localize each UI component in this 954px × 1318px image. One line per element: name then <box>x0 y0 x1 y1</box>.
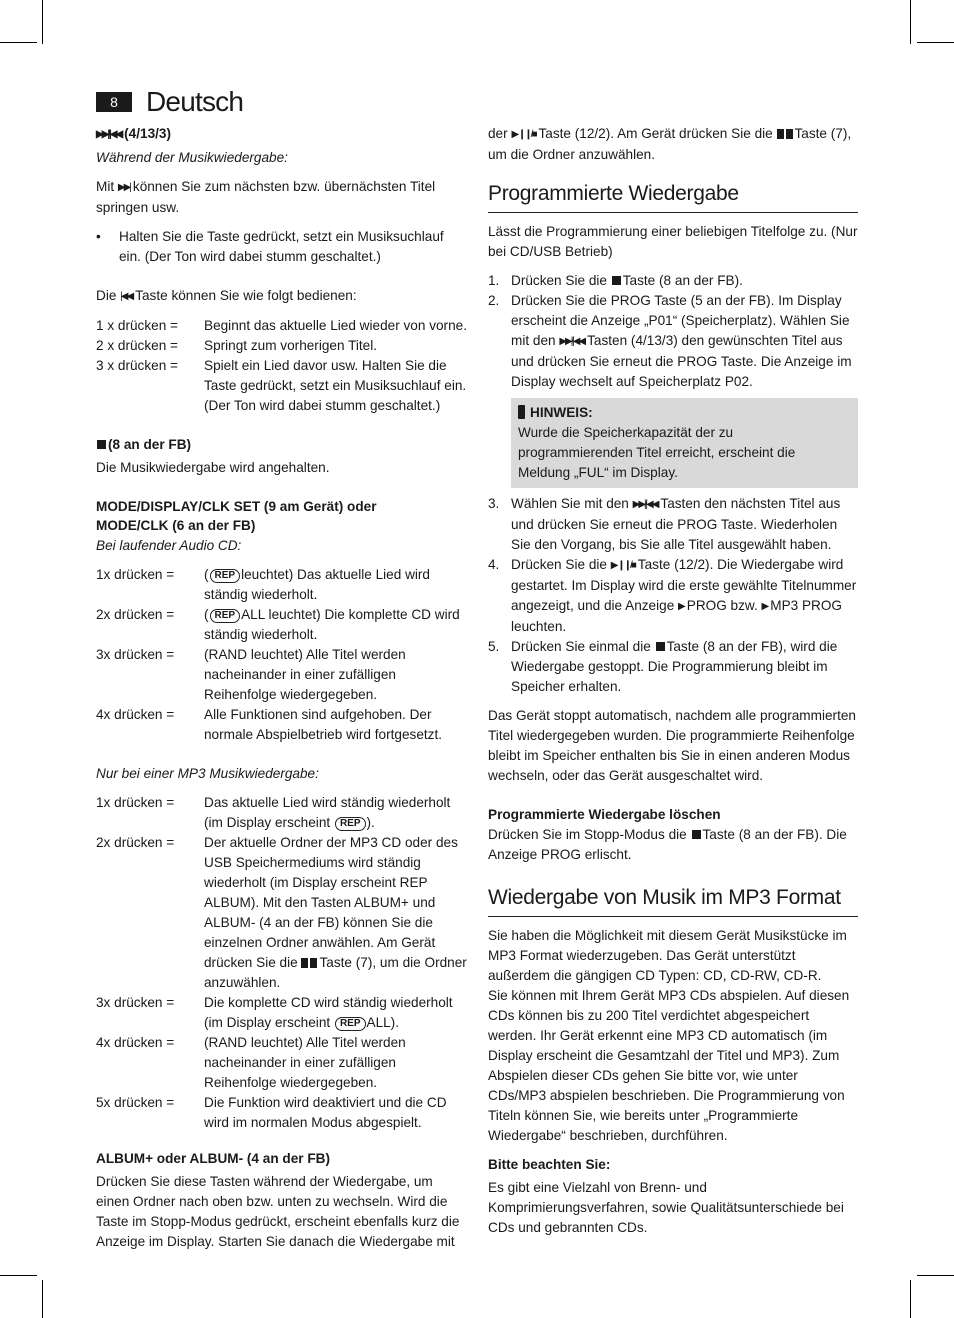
repeat-icon: REP <box>335 817 366 831</box>
table-row: 5x drücken = Die Funktion wird deaktiviert und die CD wird im normalen Modus abgespielt. <box>96 1095 447 1130</box>
mp3-paragraph: Sie können mit Ihrem Gerät MP3 CDs abspielen. Auf diesen CDs können bis zu 200 Titel verdichtet abgespeichert werden. Ihr Gerät erkennt eine MP3 CD automatisch (im Display erscheint die Gesamtzahl der Titel und MP3). Zum Abspielen dieser CDs gehen Sie bitte vor, wie unter CDs/MP3 abspielen beschrieben. Die Programmierung von Titeln können Sie, wie bereits unter „Programmierte Wiedergabe“ beschrieben, durchführen. <box>488 988 850 1143</box>
skip-back-paragraph: Die |◀◀ Taste können Sie wie folgt bedienen: <box>96 286 468 307</box>
left-column <box>96 124 468 1252</box>
delete-text: Drücken Sie im Stopp-Modus die Taste (8 an der FB). Die Anzeige PROG erlischt. <box>488 827 847 862</box>
skip-forward-back-icon: ▶▶|/|◀◀ <box>559 336 585 347</box>
crop-mark <box>42 0 43 44</box>
prog-intro: Lässt die Programmierung einer beliebigen Titelfolge zu. (Nur bei CD/USB Betrieb) <box>488 224 858 259</box>
repeat-icon: REP <box>210 569 241 583</box>
crop-mark <box>910 0 911 44</box>
mp3-paragraph: Sie haben die Möglichkeit mit diesem Gerät Musikstücke im MP3 Format wiederzugeben. Das Gerät unterstützt außerdem die gängigen CD Typen: CD, CD-RW, CD-R. <box>488 928 847 983</box>
mp3-subtitle: Nur bei einer MP3 Musikwiedergabe: <box>96 766 319 781</box>
list-item: 5. Drücken Sie einmal die Taste (8 an der FB), wird die Wiedergabe gestoppt. Die Programmierung bleibt im Speicher erhalten. <box>488 639 838 694</box>
crop-mark <box>0 42 37 43</box>
crop-mark <box>0 1275 37 1276</box>
note-text: Wurde die Speicherkapazität der zu programmierenden Titel erreicht, erscheint die Meldung „FUL“ im Display. <box>518 425 796 480</box>
table-row: 1x drücken = ( REP leuchtet) Das aktuelle Lied wird ständig wiederholt. <box>96 567 430 602</box>
table-row: 2x drücken = Der aktuelle Ordner der MP3 CD oder des USB Speichermediums wird ständig wiederholt (im Display erscheint REP ALBUM). Mit den Tasten ALBUM+ und ALBUM- (4 an der FB) können Sie die einzelnen Ordner anwählen. Am Gerät drücken Sie die Taste (7), um die Ordner anzuwählen. <box>96 835 467 990</box>
stop-icon <box>692 830 701 839</box>
folder-book-icon <box>777 129 793 139</box>
page-title: Deutsch <box>146 86 244 117</box>
table-row: 2x drücken = ( REP ALL leuchtet) Die komplette CD wird ständig wiederholt. <box>96 607 460 642</box>
album-title: ALBUM+ oder ALBUM- (4 an der FB) <box>96 1151 330 1166</box>
mode-title: MODE/CLK (6 an der FB) <box>96 518 256 533</box>
play-icon: ▶ <box>761 601 768 612</box>
stop-icon <box>656 642 665 651</box>
skip-subtitle: Während der Musikwiedergabe: <box>96 150 288 165</box>
mp3-note-title: Bitte beachten Sie: <box>488 1157 611 1172</box>
continuation-text: der ▶ ❙❙/■ Taste (12/2). Am Gerät drücken Sie die Taste (7), um die Ordner anzuwählen. <box>488 126 852 162</box>
section-heading: Programmierte Wiedergabe <box>488 181 858 213</box>
stop-icon <box>97 440 106 449</box>
skip-title: ▶▶|/|◀◀ (4/13/3) <box>96 124 468 145</box>
table-row: 4x drücken = (RAND leuchtet) Alle Titel werden nacheinander in einer zufälligen Reihenfolge wiedergegeben. <box>96 1035 406 1090</box>
play-pause-stop-icon: ▶ ❙❙/■ <box>610 560 635 571</box>
skip-forward-back-icon: ▶▶|/|◀◀ <box>96 129 122 140</box>
table-row: 2 x drücken = Springt zum vorherigen Titel. <box>96 338 378 353</box>
folder-book-icon <box>301 958 317 968</box>
info-icon <box>518 405 525 419</box>
stop-text: Die Musikwiedergabe wird angehalten. <box>96 460 330 475</box>
mp3-note-text: Es gibt eine Vielzahl von Brenn- und Komprimierungsverfahren, sowie Qualitätsunterschiede bei CDs und gebrannten CDs. <box>488 1180 844 1235</box>
right-column <box>488 124 858 1238</box>
table-row: 1x drücken = Das aktuelle Lied wird ständig wiederholt (im Display erscheint REP ). <box>96 795 451 830</box>
table-row: 1 x drücken = Beginnt das aktuelle Lied wieder von vorne. <box>96 318 467 333</box>
crop-mark <box>917 42 954 43</box>
crop-mark <box>42 1280 43 1318</box>
skip-forward-back-icon: ▶▶|/|◀◀ <box>632 499 658 510</box>
list-item: 3. Wählen Sie mit den ▶▶|/|◀◀ Tasten den nächsten Titel aus und drücken Sie erneut die PROG Taste. Wiederholen Sie den Vorgang, bis Sie alle Titel ausgewählt haben. <box>488 496 841 552</box>
list-item: 4. Drücken Sie die ▶ ❙❙/■ Taste (12/2). Die Wiedergabe wird gestartet. Im Display wird die erste gewählte Titelnummer angezeigt, und die Anzeige ▶ PROG bzw. ▶ MP3 PROG leuchten. <box>488 557 857 634</box>
page-number: 8 <box>110 94 118 110</box>
table-row: 4x drücken = Alle Funktionen sind aufgehoben. Der normale Abspielbetrieb wird fortgesetzt. <box>96 707 443 742</box>
skip-forward-icon: ▶▶| <box>117 182 130 193</box>
skip-paragraph: Mit ▶▶| können Sie zum nächsten bzw. übernächsten Titel springen usw. <box>96 179 436 215</box>
crop-mark <box>910 1280 911 1318</box>
section-heading: Wiedergabe von Musik im MP3 Format <box>488 885 858 917</box>
page-number-badge <box>96 92 132 112</box>
table-row: 3x drücken = Die komplette CD wird ständig wiederholt (im Display erscheint REP ALL). <box>96 995 453 1030</box>
table-row: 3x drücken = (RAND leuchtet) Alle Titel werden nacheinander in einer zufälligen Reihenfolge wiedergegeben. <box>96 647 406 702</box>
play-pause-stop-icon: ▶ ❙❙/■ <box>511 129 536 140</box>
stop-title: (8 an der FB) <box>96 435 468 455</box>
repeat-icon: REP <box>335 1017 366 1031</box>
skip-back-icon: |◀◀ <box>120 291 133 302</box>
stop-icon <box>612 276 621 285</box>
list-item: 2. Drücken Sie die PROG Taste (5 an der FB). Im Display erscheint die Anzeige „P01“ (Speicherplatz). Wählen Sie mit den ▶▶|/|◀◀ Tasten (4/13/3) den gewünschten Titel aus und drücken Sie erneut die PROG Taste. Die Anzeige im Display wechselt auf Speicherplatz P02. <box>488 293 852 389</box>
crop-mark <box>917 1275 954 1276</box>
table-row: 3 x drücken = Spielt ein Lied davor usw. Halten Sie die Taste gedrückt, setzt ein Musiksuchlauf ein. (Der Ton wird dabei stumm geschaltet.) <box>96 358 467 413</box>
album-text: Drücken Sie diese Tasten während der Wiedergabe, um einen Ordner nach oben bzw. unten zu wechseln. Wird die Taste im Stopp-Modus gedrückt, erscheint ebenfalls kurz die Anzeige im Display. Starten Sie danach die Wiedergabe mit <box>96 1174 460 1249</box>
list-item: • Halten Sie die Taste gedrückt, setzt ein Musiksuchlauf ein. (Der Ton wird dabei stumm geschaltet.) <box>96 229 444 264</box>
list-item: 1. Drücken Sie die Taste (8 an der FB). <box>488 273 743 288</box>
mode-title: MODE/DISPLAY/CLK SET (9 am Gerät) oder <box>96 499 377 514</box>
repeat-icon: REP <box>210 609 241 623</box>
play-icon: ▶ <box>678 601 684 612</box>
note-box: HINWEIS: Wurde die Speicherkapazität der zu programmierenden Titel erreicht, erscheint die Meldung „FUL“ im Display. <box>511 398 858 488</box>
delete-title: Programmierte Wiedergabe löschen <box>488 807 721 822</box>
prog-outro: Das Gerät stoppt automatisch, nachdem alle programmierten Titel wiedergegeben wurden. Die programmierte Reihenfolge bleibt im Speicher enthalten bis Sie in einen anderen Modus wechseln, oder das Gerät ausgeschaltet wird. <box>488 708 856 783</box>
mode-subtitle: Bei laufender Audio CD: <box>96 538 242 553</box>
